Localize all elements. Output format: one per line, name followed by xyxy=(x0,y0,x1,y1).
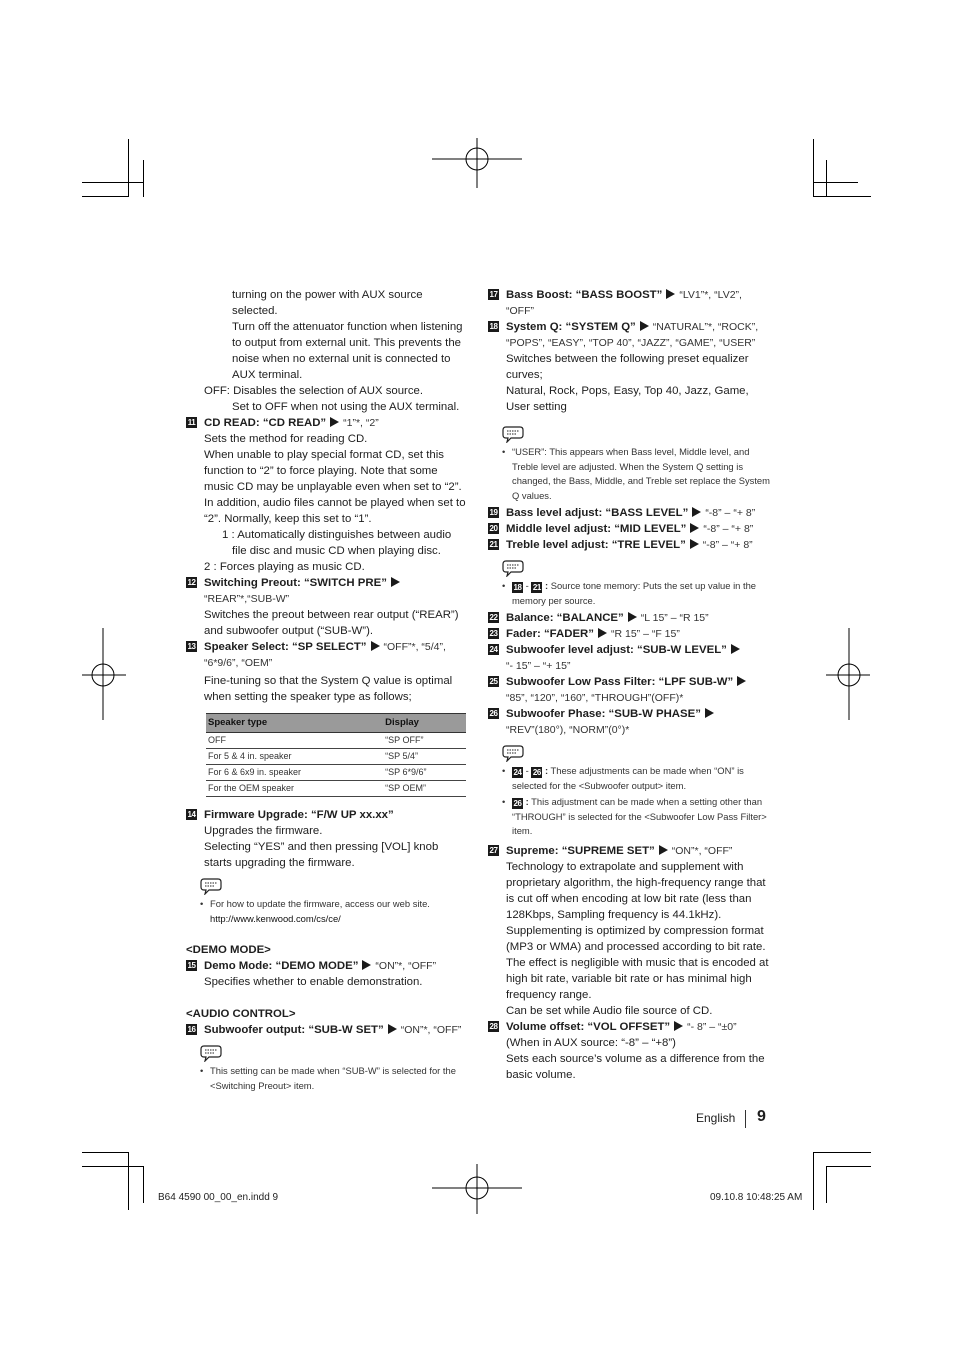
setting-options: “- 8” – “±0” xyxy=(687,1020,737,1033)
setting-options: “REV”(180°), “NORM”(0°)* xyxy=(506,724,630,736)
setting-title: System Q: “SYSTEM Q” xyxy=(506,321,636,333)
note-text: These adjustments can be made when “ON” is selected for the <Subwoofer output> item. xyxy=(512,765,744,791)
setting-title: Subwoofer output: “SUB-W SET” xyxy=(204,1024,384,1036)
setting-options: “OFF”*, “5/4”, “6*9/6”, “OEM” xyxy=(204,641,446,669)
footer-file-name: B64 4590 00_00_en.indd 9 xyxy=(158,1192,279,1203)
table-cell: For the OEM speaker xyxy=(206,781,383,797)
setting-options: “NATURAL”*, “ROCK”, “POPS”, “EASY”, “TOP 40”, “JAZZ”, “GAME”, “USER” xyxy=(506,321,759,349)
footer-timestamp: 09.10.8 10:48:25 AM xyxy=(710,1192,803,1203)
item-number: 26 xyxy=(513,799,522,808)
table-row xyxy=(206,749,466,765)
item-number: 15 xyxy=(187,961,196,970)
item-number: 24 xyxy=(513,768,522,777)
speaker-type-table xyxy=(206,713,466,797)
setting-title: Subwoofer Phase: “SUB-W PHASE” xyxy=(506,708,701,720)
setting-switch-preout xyxy=(186,575,468,639)
aux-off-2: Set to OFF when not using the AUX terminal. xyxy=(232,401,460,413)
aux-text-1: turning on the power with AUX source selected. xyxy=(232,289,423,317)
setting-cd-read xyxy=(186,415,468,575)
note-firmware xyxy=(186,897,468,926)
item-number: 23 xyxy=(489,629,498,638)
table-header: Speaker type xyxy=(206,714,383,733)
arrow-icon xyxy=(598,628,607,638)
setting-system-q xyxy=(488,319,770,415)
setting-desc: Sets the method for reading CD. xyxy=(204,433,368,445)
arrow-icon xyxy=(659,845,668,855)
setting-desc: Technology to extrapolate and supplement with proprietary algorithm, the high-frequency range that is cut off when encoding at low bit rate (less than 128Kbps, Sampling frequency is 44.1kHz). xyxy=(506,860,766,921)
setting-bass-boost xyxy=(488,287,770,319)
arrow-icon xyxy=(640,321,649,331)
note-icon xyxy=(200,1044,222,1062)
setting-desc: Sets each source’s volume as a difference from the basic volume. xyxy=(506,1052,765,1081)
aux-off: OFF: Disables the selection of AUX source. xyxy=(204,385,424,397)
setting-phase xyxy=(488,706,770,738)
table-cell: “SP OEM” xyxy=(383,781,466,797)
item-number: 28 xyxy=(489,1021,498,1031)
setting-desc: Fine-tuning so that the System Q value is optimal when setting the speaker type as follows; xyxy=(204,675,453,703)
setting-title: CD READ: “CD READ” xyxy=(204,417,327,429)
note-subwoofer-1: • 24 - 26 : These adjustments can be made when “ON” is selected for the <Subwoofer output> item. xyxy=(488,764,770,793)
aux-text-2: Turn off the attenuator function when listening to output from external unit. This prevents the noise when no external unit is connected to AUX terminal. xyxy=(232,321,463,381)
setting-title: Subwoofer Low Pass Filter: “LPF SUB-W” xyxy=(506,676,734,688)
note-system-q: • “USER”: This appears when Bass level, Middle level, and Treble level are adjusted. When the System Q setting is changed, the Bass, Middle, and Treble set replace the System Q values. xyxy=(488,445,770,503)
setting-title: Middle level adjust: “MID LEVEL” xyxy=(506,523,687,535)
item-number: 24 xyxy=(489,645,498,654)
setting-options: “L 15” – “R 15” xyxy=(640,612,709,624)
setting-title: Bass level adjust: “BASS LEVEL” xyxy=(506,507,689,519)
arrow-icon xyxy=(391,577,400,587)
setting-desc: Natural, Rock, Pops, Easy, Top 40, Jazz, Game, User setting xyxy=(506,385,749,413)
note-icon xyxy=(200,877,222,895)
item-number: 18 xyxy=(489,322,498,331)
arrow-icon xyxy=(705,708,714,718)
setting-desc: In addition, audio files cannot be played when set to “2”. Normally, keep this set to “1”. xyxy=(204,497,466,525)
table-row xyxy=(206,781,466,797)
note-subwoofer-2: • 26 : This adjustment can be made when a setting other than “THROUGH” is selected for the <Subwoofer Low Pass Filter> item. xyxy=(488,795,770,839)
setting-options: “-8” – “+ 8” xyxy=(703,523,754,535)
setting-balance xyxy=(488,610,770,626)
table-row xyxy=(206,733,466,749)
setting-option-desc: 1 : Automatically distinguishes between audio file disc and music CD when playing disc. xyxy=(222,529,452,557)
setting-desc: Selecting “YES” and then pressing [VOL] knob starts upgrading the firmware. xyxy=(204,841,439,869)
setting-title: Treble level adjust: “TRE LEVEL” xyxy=(506,539,686,551)
setting-desc: Switches between the following preset equalizer curves; xyxy=(506,353,749,381)
note-text: Source tone memory: Puts the set up value in the memory per source. xyxy=(512,580,757,606)
item-number: 21 xyxy=(489,540,498,549)
setting-title: Demo Mode: “DEMO MODE” xyxy=(204,960,359,972)
setting-options: “-8” – “+ 8” xyxy=(705,507,756,519)
setting-options: “85”, “120”, “160”, “THROUGH”(OFF)* xyxy=(506,692,684,704)
note-icon xyxy=(502,744,524,762)
setting-options: “R 15” – “F 15” xyxy=(610,628,680,640)
table-cell: OFF xyxy=(206,733,383,749)
note-icon xyxy=(502,559,524,577)
left-column xyxy=(186,287,468,1095)
registration-mark-top xyxy=(432,138,522,188)
firmware-url-link[interactable]: http://www.kenwood.com/cs/ce/ xyxy=(210,912,341,924)
table-cell: For 5 & 4 in. speaker xyxy=(206,749,383,765)
setting-title: Balance: “BALANCE” xyxy=(506,612,624,624)
setting-title: Speaker Select: “SP SELECT” xyxy=(204,641,367,653)
setting-vol-offset xyxy=(488,1019,770,1083)
arrow-icon xyxy=(690,523,699,533)
arrow-icon xyxy=(388,1024,397,1034)
setting-desc: Can be set while Audio file source of CD. xyxy=(506,1004,713,1017)
arrow-icon xyxy=(692,507,701,517)
arrow-icon xyxy=(690,539,699,549)
setting-title: Firmware Upgrade: “F/W UP xx.xx” xyxy=(204,809,394,821)
arrow-icon xyxy=(362,960,371,970)
item-number: 11 xyxy=(187,418,196,427)
footer-divider xyxy=(745,1110,746,1128)
setting-tre-level xyxy=(488,537,770,553)
item-number: 22 xyxy=(489,613,498,622)
arrow-icon xyxy=(666,289,675,299)
item-number: 26 xyxy=(489,709,498,718)
setting-demo-mode xyxy=(186,958,468,990)
registration-mark-right xyxy=(826,628,870,720)
note-icon xyxy=(502,425,524,443)
setting-subw-set xyxy=(186,1022,468,1038)
note-tone-memory: • 18 - 21 : Source tone memory: Puts the set up value in the memory per source. xyxy=(488,579,770,608)
item-number: 27 xyxy=(489,845,498,855)
note-subw-set: • This setting can be made when “SUB-W” is selected for the <Switching Preout> item. xyxy=(186,1064,468,1093)
arrow-icon xyxy=(731,644,740,654)
setting-subw-level xyxy=(488,642,770,674)
item-number: 14 xyxy=(187,810,196,819)
setting-title: Subwoofer level adjust: “SUB-W LEVEL” xyxy=(506,644,727,656)
setting-firmware xyxy=(186,807,468,871)
item-number: 18 xyxy=(513,583,522,592)
setting-options: “REAR”*,“SUB-W” xyxy=(204,593,290,605)
page-number: 9 xyxy=(757,1108,766,1125)
section-header-demo: <DEMO MODE> xyxy=(186,944,271,956)
setting-title: Switching Preout: “SWITCH PRE” xyxy=(204,577,387,589)
item-number: 21 xyxy=(532,583,541,592)
setting-options: “1”*, “2” xyxy=(343,417,379,429)
item-number: 19 xyxy=(489,508,498,517)
setting-bass-level xyxy=(488,505,770,521)
setting-desc: Specifies whether to enable demonstration. xyxy=(204,976,423,988)
item-number: 20 xyxy=(489,524,498,533)
registration-mark-left xyxy=(82,628,126,720)
setting-sp-select xyxy=(186,639,468,705)
setting-options: “LV1”*, “LV2”, “OFF” xyxy=(506,289,742,317)
item-number: 12 xyxy=(187,578,196,587)
setting-desc: When unable to play special format CD, set this function to “2” to force playing. Note that some music CD may be unplayable even when set to “2”. xyxy=(204,449,462,493)
table-header: Display xyxy=(383,714,466,733)
registration-mark-bottom xyxy=(432,1164,522,1214)
setting-options: “ON”*, “OFF” xyxy=(400,1024,462,1036)
setting-options: “ON”*, “OFF” xyxy=(375,960,437,972)
table-cell: For 6 & 6x9 in. speaker xyxy=(206,765,383,781)
setting-lpf xyxy=(488,674,770,706)
setting-desc: (When in AUX source: “-8” – “+8”) xyxy=(506,1036,676,1049)
note-text: For how to update the firmware, access our web site. xyxy=(210,898,430,909)
item-number: 17 xyxy=(489,290,498,299)
arrow-icon xyxy=(737,676,746,686)
setting-options: “-8” – “+ 8” xyxy=(702,539,753,551)
table-cell: “SP OFF” xyxy=(383,733,466,749)
setting-options: “- 15” – “+ 15” xyxy=(506,660,571,672)
setting-supreme xyxy=(488,843,770,1019)
table-cell: “SP 5/4” xyxy=(383,749,466,765)
setting-desc: Switches the preout between rear output (“REAR”) and subwoofer output (“SUB-W”). xyxy=(204,609,459,637)
arrow-icon xyxy=(371,641,380,651)
arrow-icon xyxy=(674,1021,683,1031)
setting-title: Volume offset: “VOL OFFSET” xyxy=(506,1020,671,1033)
item-number: 13 xyxy=(187,642,196,651)
right-column xyxy=(488,287,770,1083)
item-number: 26 xyxy=(532,768,541,777)
setting-mid-level xyxy=(488,521,770,537)
section-header-audio: <AUDIO CONTROL> xyxy=(186,1008,296,1020)
note-text: This adjustment can be made when a setting other than “THROUGH” is selected for the <Subwoofer Low Pass Filter> item. xyxy=(512,796,767,836)
setting-options: “ON”*, “OFF” xyxy=(671,844,733,857)
setting-option-desc: 2 : Forces playing as music CD. xyxy=(204,561,365,573)
setting-title: Fader: “FADER” xyxy=(506,628,594,640)
arrow-icon xyxy=(628,612,637,622)
arrow-icon xyxy=(330,417,339,427)
setting-fader xyxy=(488,626,770,642)
table-row xyxy=(206,765,466,781)
setting-desc: Upgrades the firmware. xyxy=(204,825,323,837)
item-number: 25 xyxy=(489,677,498,686)
table-cell: “SP 6*9/6” xyxy=(383,765,466,781)
setting-desc: The effect is negligible with music that is encoded at high bit rate, variable bit rate or has minimal high frequency range. xyxy=(506,956,769,1001)
footer-language: English xyxy=(696,1111,736,1125)
item-number: 16 xyxy=(187,1025,196,1034)
setting-title: Bass Boost: “BASS BOOST” xyxy=(506,289,663,301)
setting-title: Supreme: “SUPREME SET” xyxy=(506,844,655,857)
setting-desc: Supplementing is optimized by compression format (MP3 or WMA) and processed according to bit rate. xyxy=(506,924,766,953)
